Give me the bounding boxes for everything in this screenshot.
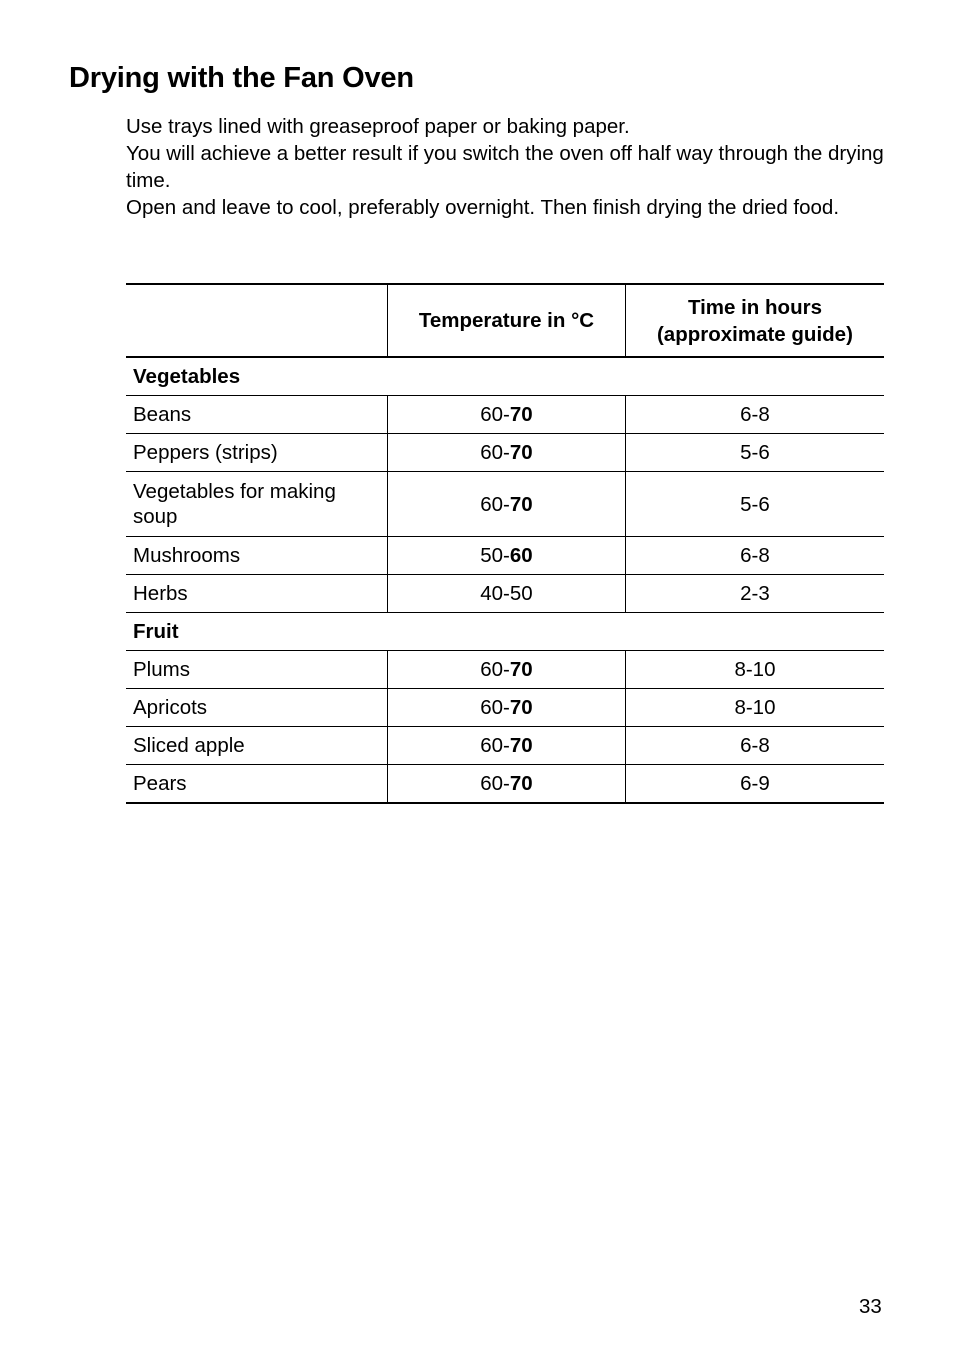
table-row [126,727,884,765]
header-cell-time [625,284,884,357]
temperature-cell [388,727,626,765]
item-cell: Beans [126,396,388,434]
temperature-cell [388,434,626,472]
temp-low: 60- [480,440,510,464]
intro-text [126,113,886,221]
header-cell-item [126,284,388,357]
section-row-fruit [126,613,884,651]
time-cell: 8-10 [625,651,884,689]
temp-high: 60 [509,543,533,567]
item-cell: Sliced apple [126,727,388,765]
item-cell: Apricots [126,689,388,727]
temp-high: 70 [509,440,533,464]
table-row [126,396,884,434]
time-cell: 6-8 [625,727,884,765]
temp-high: 70 [509,402,533,426]
intro-paragraph: Open and leave to cool, preferably overnight. Then finish drying the dried food. [126,196,840,219]
item-label: Vegetables for making soup [133,480,336,528]
item-cell: Pears [133,771,187,795]
item-cell: Mushrooms [126,537,388,575]
temperature-cell [388,537,626,575]
temp-high: 70 [509,771,533,795]
temperature-cell [388,689,626,727]
temperature-cell [388,765,626,804]
time-cell: 6-8 [625,537,884,575]
temp-low: 60- [480,771,510,795]
item-cell: Herbs [126,575,388,613]
table-row [126,537,884,575]
section-label: Vegetables [126,357,884,396]
section-row-vegetables [126,357,884,396]
temp-low: 60- [480,402,510,426]
intro-paragraph: You will achieve a better result if you switch the oven off half way through the drying time. [126,142,884,192]
item-cell [126,472,388,537]
temp-low: 50- [480,543,510,567]
page-number: 33 [859,1295,882,1318]
table-row [126,689,884,727]
temp-high: 70 [509,657,533,681]
time-cell: 5-6 [625,472,884,537]
page-title: Drying with the Fan Oven [69,62,414,94]
header-cell-temperature: Temperature in °C [388,284,626,357]
header-time-label: Time in hours (approximate guide) [656,295,853,346]
temp-high: 70 [509,733,533,757]
temp-low: 60- [480,657,510,681]
table-row [126,575,884,613]
temp-low: 60- [480,733,510,757]
temp-high: 70 [509,695,533,719]
temp-low: 60- [480,492,510,516]
time-cell: 8-10 [625,689,884,727]
section-label: Fruit [126,613,884,651]
table-row [126,472,884,537]
temperature-cell [388,472,626,537]
table-header-row [126,284,884,357]
drying-table [126,283,884,804]
temperature-cell [388,651,626,689]
time-cell: 5-6 [625,434,884,472]
table-row [126,434,884,472]
time-cell: 6-9 [625,765,884,804]
temperature-cell: 40-50 [388,575,626,613]
item-cell: Plums [126,651,388,689]
time-cell: 6-8 [625,396,884,434]
temp-low: 60- [480,695,510,719]
temperature-cell [388,396,626,434]
item-cell: Peppers (strips) [126,434,388,472]
temp-high: 70 [509,492,533,516]
intro-paragraph: Use trays lined with greaseproof paper or baking paper. [126,115,630,138]
table-row [126,765,884,804]
table-row [126,651,884,689]
time-cell: 2-3 [625,575,884,613]
